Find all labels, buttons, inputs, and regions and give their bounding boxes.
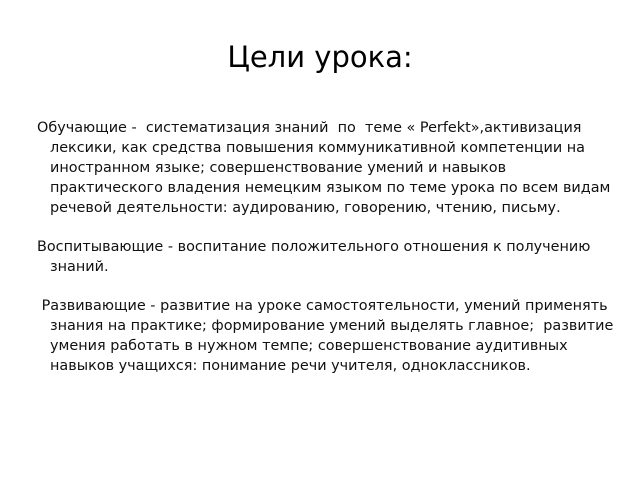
goal-developing: Развивающие - развитие на уроке самостоятельности, умений применять знания на практике; формирование умений выделять главное; развитие умения работать в нужном темпе; совершенствование аудитивных навыков учащихся: понимание речи учителя, одноклассников.	[37, 298, 618, 374]
slide-body	[37, 118, 617, 395]
goal-educational: Обучающие - систематизация знаний по теме « Perfekt»,активизация лексики, как средства повышения коммуникативной компетенции на иностранном языке; совершенствование умений и навыков практического владения немецким языком по теме урока по всем видам речевой деятельности: аудированию, говорению, чтению, письму.	[37, 120, 615, 216]
goal-upbringing: Воспитывающие - воспитание положительного отношения к получению знаний.	[37, 239, 595, 275]
slide-title: Цели урока:	[227, 40, 413, 74]
